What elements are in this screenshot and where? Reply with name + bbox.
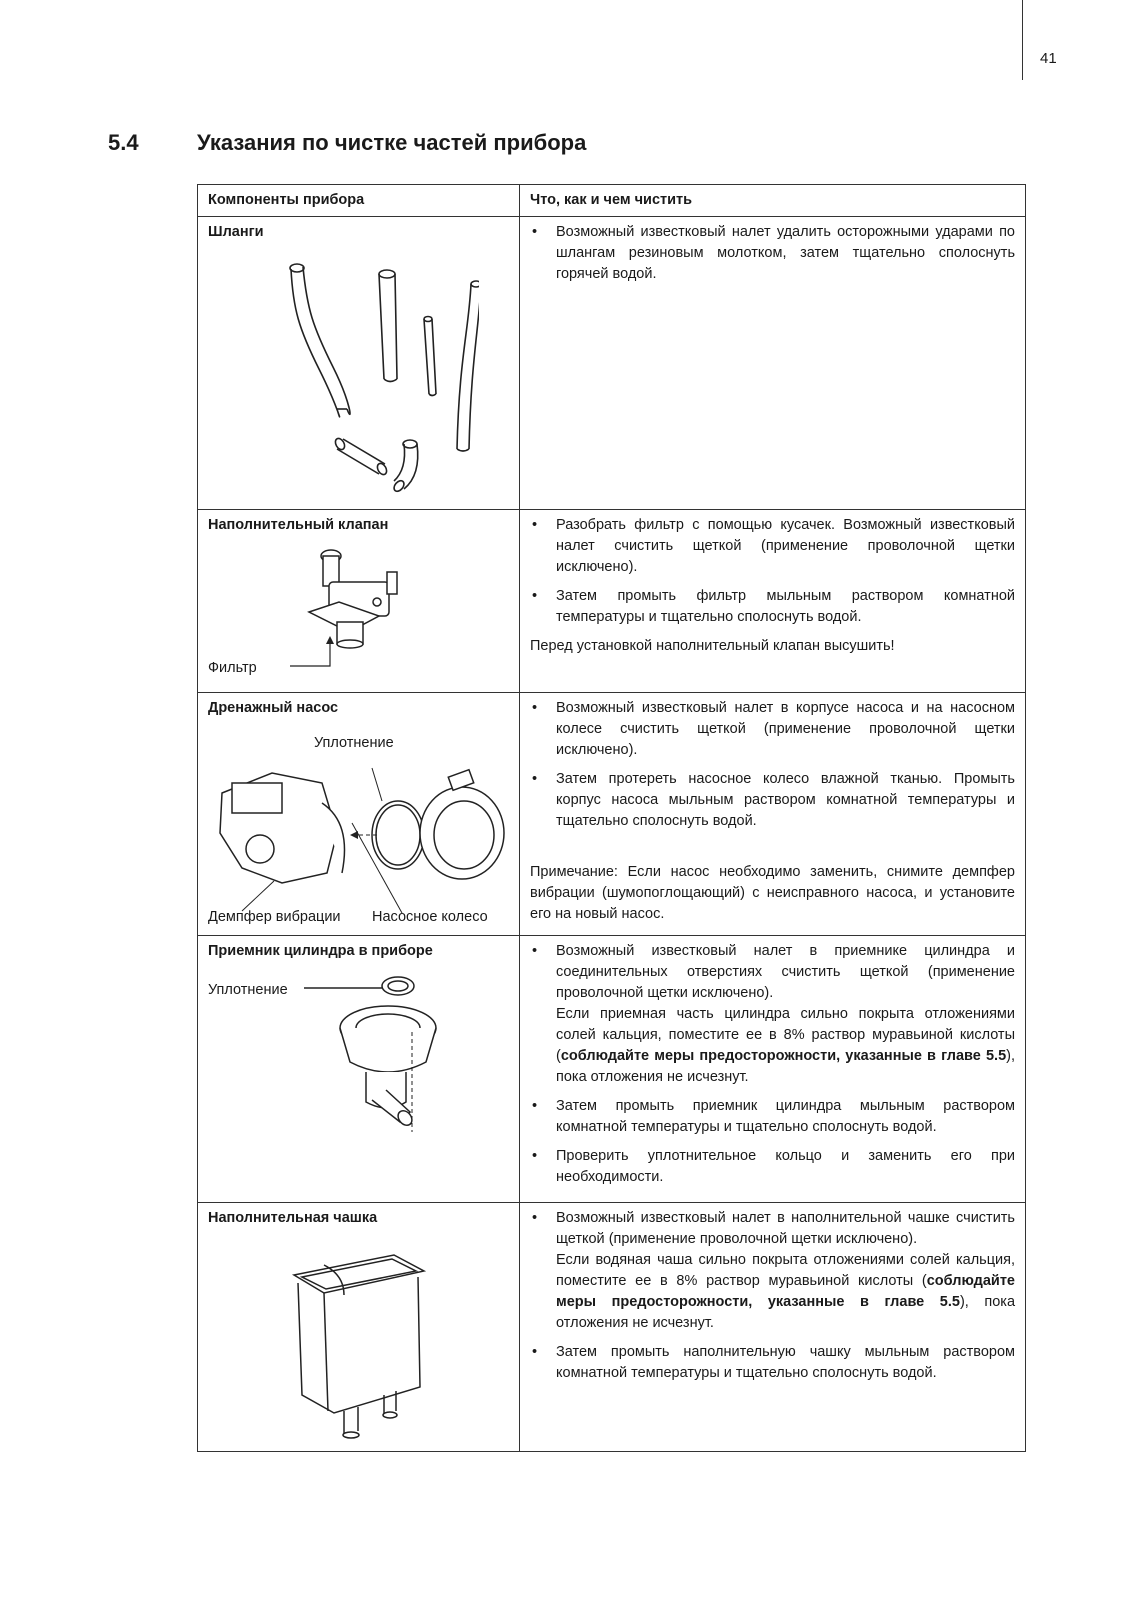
list-item [530, 941, 1015, 1088]
warning-text: соблюдайте меры предосторожности, указанные в главе 5.5 [556, 1273, 1015, 1310]
steps-list [530, 1208, 1015, 1384]
filter-pointer-arrow [290, 636, 340, 670]
instructions-cell-hoses [520, 217, 1026, 510]
list-item: • Разобрать фильтр с помощью кусачек. Возможный известковый налет счистить щеткой (применение проволочной щетки исключено). [530, 515, 1015, 578]
table-row [198, 217, 1026, 510]
section-number: 5.4 [108, 130, 139, 155]
label-filter: Фильтр [208, 660, 257, 676]
cleaning-table [197, 184, 1026, 1452]
component-cell-hoses [198, 217, 520, 510]
table-row [198, 1203, 1026, 1452]
steps-list [530, 515, 1015, 628]
component-cell-cylinder-receptacle [198, 936, 520, 1203]
step-text: ), пока отложения не исчезнут. [556, 1048, 1015, 1085]
steps-list [530, 222, 1015, 285]
list-item: • Затем промыть наполнительную чашку мыльным раствором комнатной температуры и тщательно сполоснуть водой. [530, 1342, 1015, 1384]
step-text: Если приемная часть цилиндра сильно покрыта отложениями солей кальция, поместите ее в 8% раствор муравьиной кислоты ( [556, 1006, 1015, 1064]
instructions-cell-fill-valve [520, 510, 1026, 693]
component-cell-fill-cup [198, 1203, 520, 1452]
component-cell-drain-pump [198, 693, 520, 936]
label-vibration-damper: Демпфер вибрации [208, 909, 341, 925]
component-title: Наполнительная чашка [208, 1210, 378, 1226]
header-components: Компоненты прибора [198, 185, 520, 217]
list-item [530, 1208, 1015, 1334]
component-cell-fill-valve [198, 510, 520, 693]
drain-pump-illustration [202, 753, 512, 923]
step-text: Возможный известковый налет в наполнительной чашке счистить щеткой (применение проволочной щетки исключено). [556, 1210, 1015, 1247]
label-seal: Уплотнение [314, 735, 394, 751]
component-title: Наполнительный клапан [208, 517, 389, 533]
list-item: • Затем промыть фильтр мыльным раствором комнатной температуры и тщательно сполоснуть водой. [530, 586, 1015, 628]
list-item: • Возможный известковый налет удалить осторожными ударами по шлангам резиновым молотком, затем тщательно сполоснуть горячей водой. [530, 222, 1015, 285]
step-text: Если водяная чаша сильно покрыта отложениями солей кальция, поместите ее в 8% раствор муравьиной кислоты ( [556, 1252, 1015, 1289]
note-text: Примечание: Если насос необходимо заменить, снимите демпфер вибрации (шумопоглощающий) с неисправного насоса, и установите его на новый насос. [530, 864, 1015, 922]
step-text: Возможный известковый налет в приемнике цилиндра и соединительных отверстиях счистить щеткой (применение проволочной щетки исключено). [556, 943, 1015, 1001]
instructions-cell-cylinder-receptacle [520, 936, 1026, 1203]
component-title: Шланги [208, 224, 264, 240]
table-row [198, 510, 1026, 693]
fill-cup-illustration [284, 1235, 434, 1445]
header-how-to-clean: Что, как и чем чистить [520, 185, 1026, 217]
component-title: Приемник цилиндра в приборе [208, 943, 433, 959]
list-item: • Возможный известковый налет в корпусе насоса и на насосном колесе счистить щеткой (применение проволочной щетки исключено). [530, 698, 1015, 761]
step-text: ), пока отложения не исчезнут. [556, 1294, 1016, 1331]
page-number: 41 [1040, 50, 1057, 67]
table-row [198, 693, 1026, 936]
component-title: Дренажный насос [208, 700, 339, 716]
list-item: • Затем промыть приемник цилиндра мыльным раствором комнатной температуры и тщательно сполоснуть водой. [530, 1096, 1015, 1138]
warning-text: соблюдайте меры предосторожности, указанные в главе 5.5 [560, 1048, 1007, 1064]
label-seal: Уплотнение [208, 982, 288, 998]
table-row [198, 936, 1026, 1203]
list-item: • Проверить уплотнительное кольцо и заменить его при необходимости. [530, 1146, 1015, 1188]
page-divider-line [1022, 0, 1023, 80]
cylinder-receptacle-illustration [302, 972, 482, 1152]
note-text: Перед установкой наполнительный клапан высушить! [530, 638, 895, 654]
steps-list [530, 941, 1015, 1188]
table-header-row [198, 185, 1026, 217]
steps-list [530, 698, 1015, 832]
section-title: Указания по чистке частей прибора [197, 130, 587, 155]
instructions-cell-drain-pump [520, 693, 1026, 936]
instructions-cell-fill-cup [520, 1203, 1026, 1452]
list-item: • Затем протереть насосное колесо влажной тканью. Промыть корпус насоса мыльным раствором комнатной температуры и тщательно сполоснуть водой. [530, 769, 1015, 832]
label-impeller: Насосное колесо [372, 909, 488, 925]
hoses-illustration [239, 249, 479, 499]
